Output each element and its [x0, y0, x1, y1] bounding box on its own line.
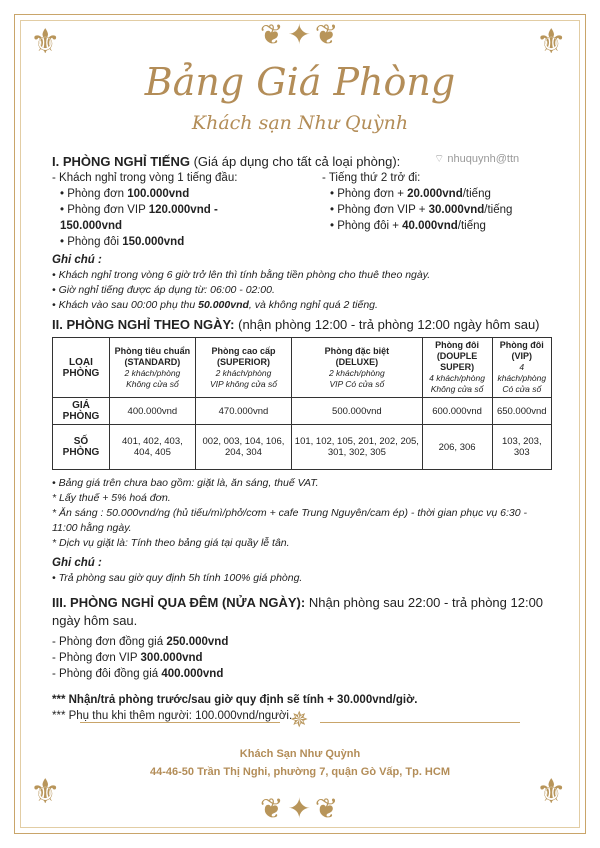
overnight-price-value: 300.000vnd — [140, 652, 203, 664]
price-item-label: • Phòng đơn VIP — [60, 204, 149, 216]
price-item-value: 100.000vnd — [127, 188, 190, 200]
extra-person-note: *** Phụ thu khi thêm người: 100.000vnd/người. — [52, 710, 293, 722]
price-item — [322, 186, 552, 202]
extra-charge-note: *** Nhận/trả phòng trước/sau giờ quy định sẽ tính + 30.000vnd/giờ. — [52, 694, 418, 706]
room-type-desc: VIP không cửa sổ — [209, 378, 277, 389]
note-item: • Khách nghỉ trong vòng 6 giờ trở lên thì tính bằng tiền phòng cho thuê theo ngày. — [52, 269, 431, 281]
price-item-value: 30.000vnd — [428, 204, 485, 216]
price-item-value: 40.000vnd — [402, 220, 458, 232]
section3-heading: III. PHÒNG NGHỈ QUA ĐÊM (NỬA NGÀY): Nhận phòng sau 22:00 - trả phòng 12:00 ngày hôm sau. — [52, 595, 544, 628]
room-type-code: (DELUXE) — [335, 356, 379, 367]
page-subtitle: Khách sạn Như Quỳnh — [191, 112, 409, 134]
overnight-price-label: - Phòng đôi đồng giá — [52, 668, 162, 680]
price-item — [322, 202, 552, 218]
price-item — [322, 218, 552, 234]
footer-hotel-name: Khách Sạn Như Quỳnh — [239, 748, 361, 760]
price-item — [52, 202, 282, 234]
price-item-suffix: /tiếng — [457, 220, 486, 232]
second-hour-column: - Tiếng thứ 2 trở đi: • Phòng đơn + 20.000vnd/tiếng • Phòng đơn VIP + 30.000vnd/tiếng • Phòng đôi + 40.000vnd/tiếng — [282, 170, 552, 250]
room-type-cell — [195, 338, 291, 398]
star-divider-icon: ✵ — [290, 708, 309, 733]
overnight-price-item — [52, 650, 552, 666]
room-type-desc: 2 khách/phòng — [215, 367, 272, 378]
fleur-ornament-bottom-left: ⚜ — [30, 772, 61, 812]
notes-title-2: Ghi chú : — [52, 557, 102, 569]
wifi-icon: ⌔ — [434, 153, 448, 165]
room-type-cell — [110, 338, 196, 398]
room-numbers-cell: 002, 003, 104, 106, 204, 304 — [195, 425, 291, 470]
room-type-cell — [492, 338, 551, 398]
first-hour-column: - Khách nghỉ trong vòng 1 tiếng đầu: • Phòng đơn 100.000vnd • Phòng đơn VIP 120.000vnd - 150.000vnd • Phòng đôi 150.000vnd — [52, 170, 282, 250]
room-type-code: (STANDARD) — [124, 356, 181, 367]
room-type-desc: 2 khách/phòng — [328, 367, 385, 378]
overnight-price-label: - Phòng đơn đồng giá — [52, 636, 167, 648]
page-title: Bảng Giá Phòng — [144, 60, 456, 104]
price-item-label: • Phòng đôi + — [330, 220, 403, 232]
table-note-item: * Ăn sáng : 50.000vnd/ng (hủ tiếu/mì/phở/cơm + cafe Trung Nguyên/cam ép) - thời gian phục vụ 6:30 - 11:00 hằng ngày. — [52, 507, 527, 534]
footer-address: 44-46-50 Trần Thị Nghi, phường 7, quận Gò Vấp, Tp. HCM — [150, 766, 450, 778]
row-label-type: LOẠI PHÒNG — [53, 338, 110, 398]
room-type-name: Phòng tiêu chuẩn — [114, 345, 191, 356]
price-item-suffix: /tiếng — [484, 204, 513, 216]
room-price-cell: 470.000vnd — [195, 398, 291, 425]
price-item-value: 120.000vnd - 150.000vnd — [60, 204, 218, 232]
room-type-code: (DOUPLE SUPER) — [436, 351, 478, 372]
room-type-desc: 2 khách/phòng — [124, 367, 181, 378]
flourish-top-center: ❦✦❦ — [260, 18, 343, 51]
flourish-bottom-center: ❦✦❦ — [260, 792, 343, 825]
row-label-price: GIÁ PHÒNG — [53, 398, 110, 425]
price-item — [52, 186, 282, 202]
fleur-ornament-top-right: ⚜ — [536, 22, 567, 62]
price-item-label: • Phòng đơn — [60, 188, 128, 200]
overnight-price-item — [52, 634, 552, 650]
room-type-name: Phòng đôi — [499, 340, 544, 350]
fleur-ornament-top-left: ⚜ — [30, 22, 61, 62]
room-type-name: Phòng đặc biệt — [324, 345, 390, 356]
room-type-cell — [292, 338, 422, 398]
room-price-table — [52, 337, 552, 470]
room-price-cell: 650.000vnd — [492, 398, 551, 425]
price-item-label: • Phòng đơn VIP + — [330, 204, 429, 216]
room-type-desc: Không cửa sổ — [126, 378, 179, 389]
room-numbers-cell: 401, 402, 403, 404, 405 — [110, 425, 196, 470]
room-type-desc: Có cửa sổ — [502, 384, 542, 394]
price-item-suffix: /tiếng — [462, 188, 491, 200]
price-item-label: • Phòng đơn + — [330, 188, 408, 200]
room-type-desc: 4 khách/phòng — [429, 373, 485, 383]
checkout-note-item: • Trả phòng sau giờ quy định 5h tính 100% giá phòng. — [52, 572, 303, 584]
overnight-price-value: 400.000vnd — [161, 668, 224, 680]
price-item-value: 150.000vnd — [122, 236, 185, 248]
wifi-watermark: ⌔ nhuquynh@ttn — [434, 153, 520, 165]
note-item: • Khách vào sau 00:00 phụ thu 50.000vnd, và không nghỉ quá 2 tiếng. — [52, 299, 378, 311]
section1-columns — [52, 170, 552, 250]
room-numbers-cell: 206, 306 — [422, 425, 492, 470]
room-price-cell: 600.000vnd — [422, 398, 492, 425]
overnight-price-value: 250.000vnd — [166, 636, 229, 648]
price-content — [52, 152, 552, 724]
table-note-item: • Bảng giá trên chưa bao gồm: giặt là, ăn sáng, thuế VAT. — [52, 477, 319, 489]
room-type-desc: VIP Có cửa sổ — [329, 378, 385, 389]
room-type-desc: 4 khách/phòng — [497, 362, 547, 383]
table-note-item: * Lấy thuế + 5% hoá đơn. — [52, 492, 171, 504]
section1-heading: I. PHÒNG NGHỈ TIẾNG (Giá áp dụng cho tất cả loại phòng): — [52, 154, 401, 169]
note-item: • Giờ nghỉ tiếng được áp dụng từ: 06:00 - 02:00. — [52, 284, 275, 296]
overnight-price-item — [52, 666, 552, 682]
room-numbers-cell: 101, 102, 105, 201, 202, 205, 301, 302, 305 — [292, 425, 422, 470]
notes-title: Ghi chú : — [52, 254, 102, 266]
room-price-cell: 500.000vnd — [292, 398, 422, 425]
fleur-ornament-bottom-right: ⚜ — [536, 772, 567, 812]
room-type-code: (VIP) — [511, 351, 533, 361]
room-type-code: (SUPERIOR) — [216, 356, 270, 367]
overnight-price-label: - Phòng đơn VIP — [52, 652, 141, 664]
room-type-cell — [422, 338, 492, 398]
section2-heading: II. PHÒNG NGHỈ THEO NGÀY: (nhận phòng 12:00 - trả phòng 12:00 ngày hôm sau) — [52, 317, 540, 332]
room-price-cell: 400.000vnd — [110, 398, 196, 425]
room-type-desc: Không cửa sổ — [430, 384, 484, 394]
room-type-name: Phòng đôi — [435, 340, 480, 350]
room-numbers-cell: 103, 203, 303 — [492, 425, 551, 470]
price-item-value: 20.000vnd — [407, 188, 463, 200]
row-label-rooms: SỐ PHÒNG — [53, 425, 110, 470]
table-note-item: * Dịch vụ giặt là: Tính theo bảng giá tại quầy lễ tân. — [52, 537, 290, 549]
price-item-label: • Phòng đôi — [60, 236, 123, 248]
room-type-name: Phòng cao cấp — [211, 345, 276, 356]
price-item — [52, 234, 282, 250]
